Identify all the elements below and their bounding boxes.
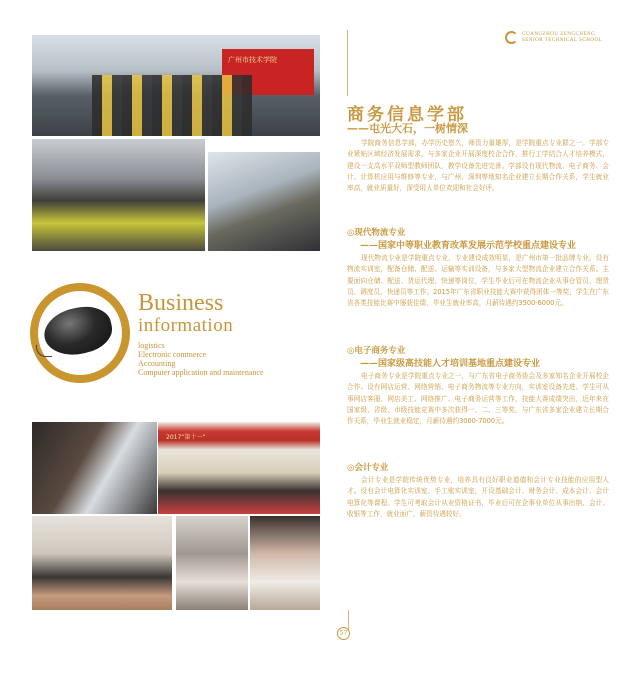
- logo-text-line2: SENIOR TECHNICAL SCHOOL: [522, 37, 603, 43]
- section-subheading-logistics: ——国家中等职业教育改革发展示范学校重点建设专业: [360, 241, 577, 251]
- people-group: [92, 75, 252, 136]
- logo-ring-icon: [505, 31, 518, 44]
- department-subtitle: ——屯光大石，一树情深: [347, 122, 468, 135]
- page-number-ring-icon: [337, 627, 350, 640]
- school-logo: [505, 31, 602, 44]
- logo-text-line1: GUANGZHOU ZENGCHENG: [522, 31, 596, 37]
- banner-text: 广州市技术学院: [228, 56, 277, 64]
- section-body-accounting: 会计专业是学院传统优势专业，培养具有良好职业道德和会计专业技能的应用型人才。设有会计电算化实训室、手工账实训室，开设基础会计、财务会计、成本会计、会计电算化等课程。学生可考取会计从业资格证书，毕业后可在企事业单位从事出纳、会计、收银等工作，就业面广，薪资待遇较好。: [347, 476, 609, 518]
- page-number: [337, 627, 350, 640]
- promo-title-line1: Business: [138, 290, 224, 316]
- major-item: Accounting: [138, 359, 176, 368]
- section-subheading-ecommerce: ——国家级高技能人才培训基地重点建设专业: [360, 359, 541, 369]
- award-banner-text: 2017“第十一”: [166, 434, 206, 441]
- major-item: logistics: [138, 341, 165, 350]
- photo-students-workshop: [32, 139, 205, 251]
- photo-student-reading: [250, 516, 320, 610]
- photo-students-desk: [176, 516, 248, 610]
- photo-teaching: [32, 422, 157, 514]
- section-body-ecommerce: 电子商务专业是学院重点专业之一，与广东省电子商务协会及多家知名企业开展校企合作。设有网店运营、网络营销、电子商务物流等专业方向，实训室设备先进。学生可从事网店客服、网店美工、网络推广、电子商务运营等工作，技能大赛成绩突出，近年来在国家级、省级、市级技能竞赛中多次获得一、二、三等奖，与广东省多家企业建立长期合作关系，毕业生就业稳定，月薪待遇约3000-7000元。: [347, 372, 609, 426]
- decorative-line: [347, 30, 348, 96]
- department-title: 商务信息学部: [347, 105, 467, 125]
- promo-title-line2: information: [138, 315, 234, 336]
- major-item: Electronic commerce: [138, 350, 207, 359]
- department-intro: 学院商务信息学部，办学历史悠久，师资力量雄厚，是学院重点专业群之一。学部专业紧贴区域经济发展需求，与多家企业开展深度校企合作，推行工学结合人才培养模式，建设一支高水平双师型教师团队，教学设备先进完善。学部设有现代物流、电子商务、会计、计算机应用与维修等专业，与广州、深圳等地知名企业建立长期合作关系，学生就业率高，就业质量好，深受用人单位欢迎和社会好评。: [347, 139, 609, 193]
- section-heading-ecommerce: ◎电子商务专业: [347, 346, 406, 356]
- section-heading-logistics: ◎现代物流专业: [347, 228, 406, 238]
- photo-award-ceremony: [158, 422, 320, 514]
- photo-students-group: [32, 516, 172, 610]
- section-body-logistics: 现代物流专业是学院重点专业，专业建设成效明显，是广州市第一批品牌专业。设有物流实训室，配备仓储、配送、运输等实训设备，与多家大型物流企业建立合作关系。主要面向仓储、配送、货运代理、快递等岗位，学生毕业后可在物流企业从事仓管员、理货员、调度员、快递员等工作。2015年广东省职业技能大赛中获得团体一等奖，学生在广东省各类技能比赛中屡获佳绩，毕业生就业率高，月薪待遇约3500-6000元。: [347, 254, 609, 308]
- majors-list: [138, 341, 264, 377]
- section-heading-accounting: ◎会计专业: [347, 463, 389, 473]
- photo-classroom: [208, 152, 320, 251]
- photo-group-ceremony: [32, 35, 320, 136]
- page-number-text: 57: [339, 630, 348, 637]
- major-item: Computer application and maintenance: [138, 368, 264, 377]
